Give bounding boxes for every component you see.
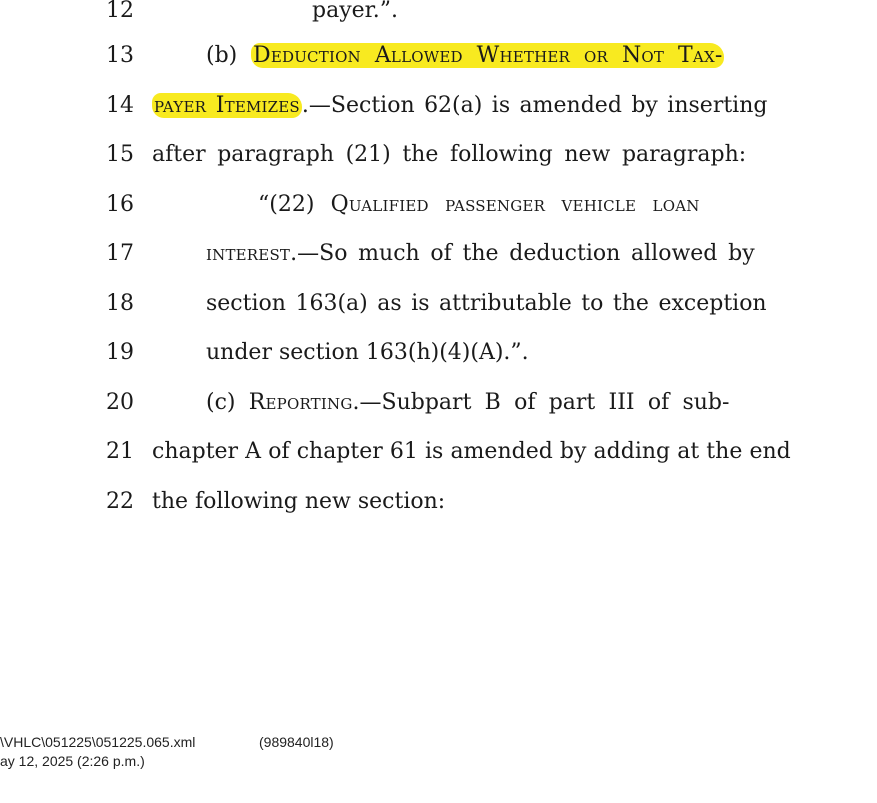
text-run: (c) xyxy=(206,390,249,415)
text-run: “(22) xyxy=(258,192,331,217)
line-text xyxy=(206,239,755,269)
line-number: 21 xyxy=(106,439,134,464)
text-run: (b) xyxy=(206,43,251,68)
line-number: 17 xyxy=(106,241,134,266)
subsection-heading: Qualified passenger vehicle loan xyxy=(330,192,700,217)
subsection-heading: Reporting xyxy=(248,390,353,415)
text-run: .—Subpart B of part III of sub- xyxy=(352,390,730,415)
line-number: 22 xyxy=(106,489,134,514)
line-text xyxy=(206,289,767,319)
subsection-heading: interest xyxy=(206,241,291,266)
footer-doc-id: (989840l18) xyxy=(259,734,334,750)
line-17 xyxy=(0,239,877,269)
text-run: under section 163(h)(4)(A).”. xyxy=(206,340,529,365)
line-number: 14 xyxy=(106,93,134,118)
line-22 xyxy=(0,487,877,517)
line-number: 12 xyxy=(106,0,134,23)
line-text xyxy=(206,338,529,368)
line-number: 18 xyxy=(106,291,134,316)
footer-timestamp: ay 12, 2025 (2:26 p.m.) xyxy=(0,753,145,769)
text-run: section 163(a) as is attributable to the exception xyxy=(206,291,767,316)
text-run: chapter A of chapter 61 is amended by adding at the end xyxy=(152,439,791,464)
line-text xyxy=(312,0,398,26)
line-number: 16 xyxy=(106,192,134,217)
line-text xyxy=(206,388,729,418)
text-run: payer.”. xyxy=(312,0,398,23)
line-16 xyxy=(0,190,877,220)
line-text xyxy=(206,41,724,71)
line-20 xyxy=(0,388,877,418)
text-run: .—So much of the deduction allowed by xyxy=(290,241,755,266)
line-number: 19 xyxy=(106,340,134,365)
text-run: the following new section: xyxy=(152,489,446,514)
highlighted-heading: payer Itemizes xyxy=(154,93,300,118)
line-21 xyxy=(0,437,877,467)
text-run: after paragraph (21) the following new paragraph: xyxy=(152,142,747,167)
line-text xyxy=(152,91,767,121)
line-13 xyxy=(0,41,877,71)
line-text xyxy=(152,140,746,170)
line-12 xyxy=(0,0,877,26)
line-14 xyxy=(0,91,877,121)
text-run: .—Section 62(a) is amended by inserting xyxy=(301,93,768,118)
line-number: 15 xyxy=(106,142,134,167)
line-19 xyxy=(0,338,877,368)
line-text xyxy=(152,487,445,517)
line-number: 20 xyxy=(106,390,134,415)
line-18 xyxy=(0,289,877,319)
line-number: 13 xyxy=(106,43,134,68)
line-15 xyxy=(0,140,877,170)
highlighted-heading: Deduction Allowed Whether or Not Tax- xyxy=(253,43,723,68)
line-text xyxy=(152,437,791,467)
line-text xyxy=(258,190,700,220)
footer-file-path: \VHLC\051225\051225.065.xml xyxy=(0,734,196,750)
